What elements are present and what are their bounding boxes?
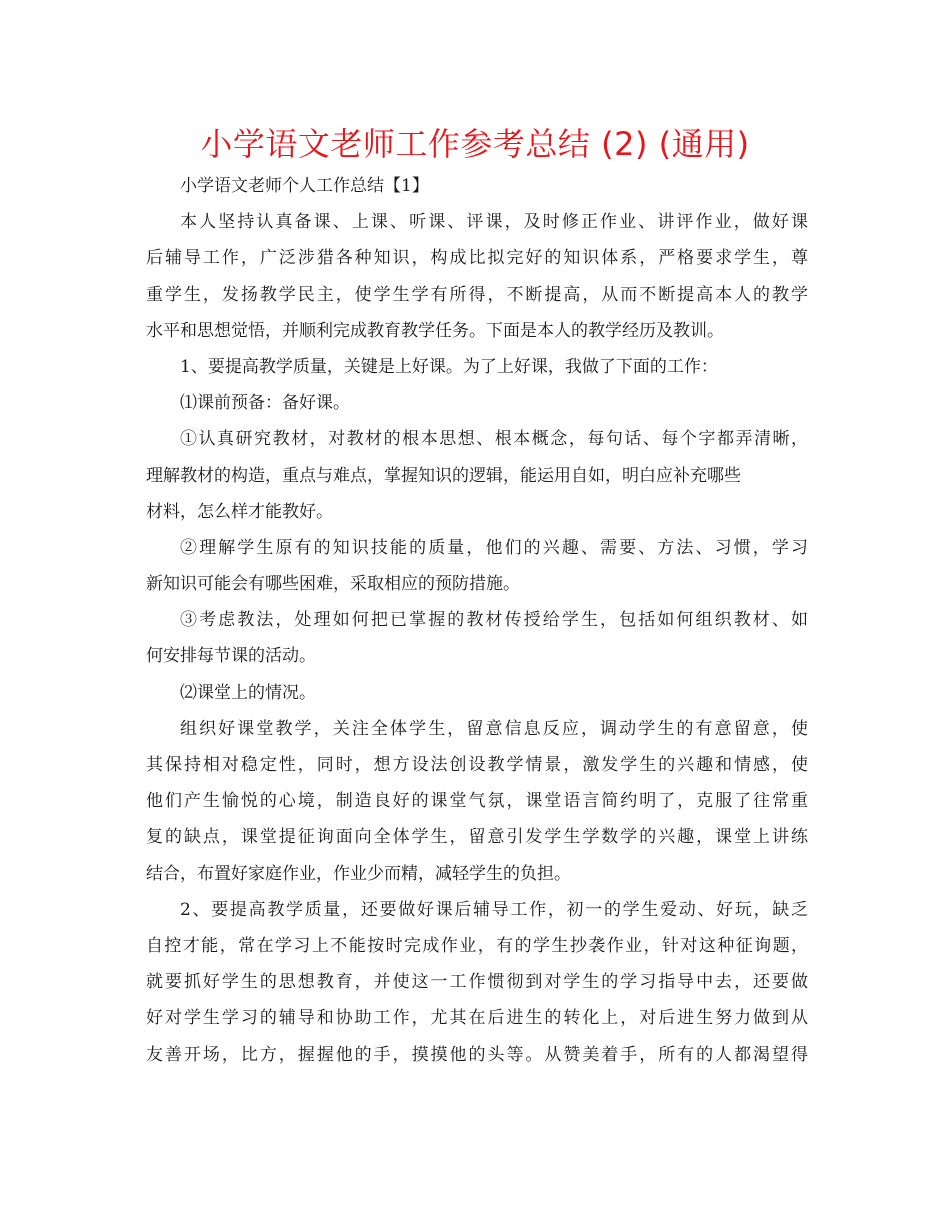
text-line: ③考虑教法，处理如何把已掌握的教材传授给学生，包括如何组织教材、如 — [180, 610, 808, 631]
text-line: 组织好课堂教学，关注全体学生，留意信息反应，调动学生的有意留意，使 — [180, 718, 808, 739]
text-line: 友善开场，比方，握握他的手，摸摸他的头等。从赞美着手，所有的人都渴望得 — [146, 1044, 808, 1065]
text-line: 他们产生愉悦的心境，制造良好的课堂气氛，课堂语言简约明了，克服了往常重 — [146, 791, 808, 812]
text-line: 重学生，发扬教学民主，使学生学有所得，不断提高，从而不断提高本人的教学 — [146, 284, 808, 305]
text-line: 本人坚持认真备课、上课、听课、评课，及时修正作业、讲评作业，做好课 — [180, 212, 808, 233]
text-line: 其保持相对稳定性，同时，想方设法创设教学情景，激发学生的兴趣和情感，使 — [146, 755, 808, 775]
text-line: 水平和思想觉悟，并顺利完成教育教学任务。下面是本人的教学经历及教训。 — [146, 320, 724, 341]
text-line: ⑵课堂上的情况。 — [180, 682, 316, 703]
text-line: 1、要提高教学质量，关键是上好课。为了上好课，我做了下面的工作： — [180, 356, 718, 377]
text-line: 2、要提高教学质量，还要做好课后辅导工作，初一的学生爱动、好玩，缺乏 — [180, 899, 808, 920]
text-line: 复的缺点，课堂提征询面向全体学生，留意引发学生学数学的兴趣，课堂上讲练 — [146, 827, 808, 848]
text-line: 就要抓好学生的思想教育，并使这一工作惯彻到对学生的学习指导中去，还要做 — [146, 972, 808, 993]
section-heading: 小学语文老师个人工作总结【1】 — [180, 176, 429, 196]
text-line: 自控才能，常在学习上不能按时完成作业，有的学生抄袭作业，针对这种征询题， — [146, 935, 808, 956]
text-line: 理解教材的构造，重点与难点，掌握知识的逻辑，能运用自如，明白应补充哪些 — [146, 465, 741, 486]
text-line: ②理解学生原有的知识技能的质量，他们的兴趣、需要、方法、习惯，学习 — [180, 537, 808, 558]
text-line: 好对学生学习的辅导和协助工作，尤其在后进生的转化上，对后进生努力做到从 — [146, 1008, 808, 1029]
text-line: 新知识可能会有哪些困难，采取相应的预防措施。 — [146, 574, 520, 595]
document-title: 小学语文老师工作参考总结 (2) (通用) — [200, 125, 750, 163]
text-line: 何安排每节课的活动。 — [146, 646, 316, 667]
text-line: 后辅导工作，广泛涉猎各种知识，构成比拟完好的知识体系，严格要求学生，尊 — [146, 248, 808, 269]
text-line: 材料，怎么样才能教好。 — [146, 501, 333, 522]
text-line: ⑴课前预备：备好课。 — [180, 393, 350, 414]
text-line: 结合，布置好家庭作业，作业少而精，减轻学生的负担。 — [146, 863, 571, 884]
text-line: ①认真研究教材，对教材的根本思想、根本概念，每句话、每个字都弄清晰， — [180, 429, 808, 450]
document-body — [146, 168, 808, 1073]
